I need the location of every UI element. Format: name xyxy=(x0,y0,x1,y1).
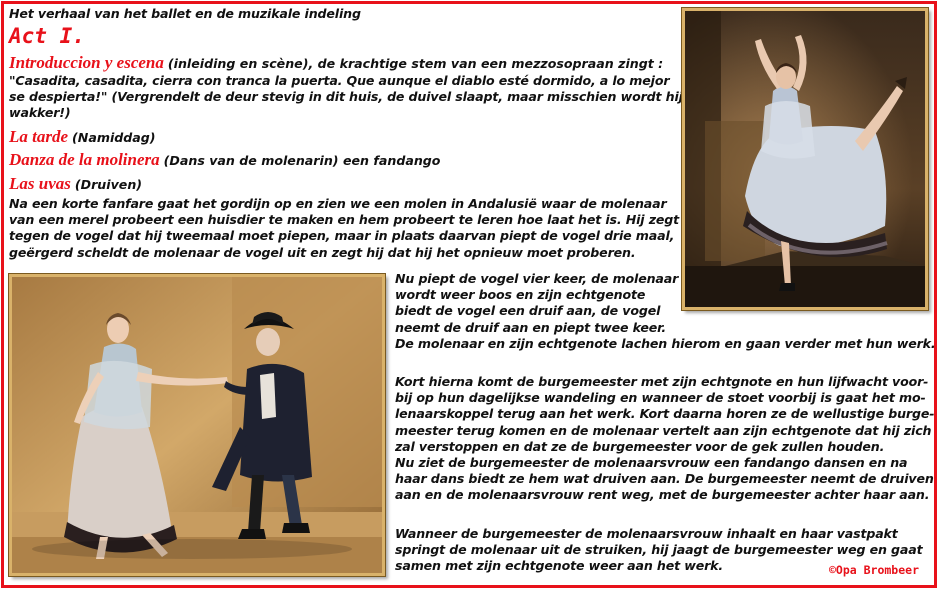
act-title: Act I. xyxy=(9,24,85,48)
section-subtitle: (Druiven) xyxy=(74,177,143,192)
text-line: aan en de molenaarsvrouw rent weg, met de burgemeester achter haar aan. xyxy=(395,487,930,503)
text-line: samen met zijn echtgenote weer aan het werk. xyxy=(395,558,724,574)
photo-couple-dance xyxy=(9,274,385,576)
section-title: Introduccion y escena xyxy=(9,53,164,72)
text-line: De molenaar en zijn echtgenote lachen hierom en gaan verder met hun werk. xyxy=(395,335,936,351)
quote-line: wakker!) xyxy=(9,105,71,121)
intro-line: van een merel probeert een huisdier te maken en hem probeert te leren hoe laat het is. Hij zegt xyxy=(9,212,680,228)
text-line: biedt de vogel een druif aan, de vogel xyxy=(395,303,661,319)
text-line: bij op hun dagelijkse wandeling en wanneer de stoet voorbij is gaat het mo- xyxy=(395,390,926,406)
section-introduccion xyxy=(9,53,663,73)
photo-dancer-solo xyxy=(682,8,928,310)
section-danza xyxy=(9,150,440,170)
intro-line: Na een korte fanfare gaat het gordijn op en zien we een molen in Andalusië waar de molenaar xyxy=(9,196,667,211)
paragraph-burgemeester xyxy=(395,374,934,504)
copyright-credit: ©Opa Brombeer xyxy=(829,563,920,577)
text-line: Nu ziet de burgemeester de molenaarsvrouw een fandango dansen en na xyxy=(395,455,908,471)
section-las-uvas xyxy=(9,174,142,194)
section-subtitle: (Namiddag) xyxy=(72,130,156,145)
dancer-solo-image xyxy=(685,11,925,307)
intro-line: geërgerd scheldt de molenaar de vogel uit en zegt hij dat hij het opnieuw moet proberen. xyxy=(9,244,636,260)
text-line: haar dans biedt ze hem wat druiven aan. De burgemeester neemt de druiven xyxy=(395,471,934,487)
text-line: Kort hierna komt de burgemeester met zijn echtgnote en hun lijfwacht voor- xyxy=(395,374,929,389)
section-subtitle: (inleiding en scène), de krachtige stem van een mezzosopraan zingt : xyxy=(167,56,664,71)
section-subtitle: (Dans van de molenarin) een fandango xyxy=(163,153,441,168)
text-line: lenaarskoppel terug aan het werk. Kort daarna horen ze de wellustige burge- xyxy=(395,406,935,422)
page-header: Het verhaal van het ballet en de muzikale indeling xyxy=(9,6,361,21)
text-line: Wanneer de burgemeester de molenaarsvrouw inhaalt en haar vastpakt xyxy=(395,526,898,541)
quote-line: "Casadita, casadita, cierra con tranca la puerta. Que aunque el diablo esté dormido, a lo mejor xyxy=(9,73,670,88)
section-title: La tarde xyxy=(9,127,69,146)
text-line: neemt de druif aan en piept twee keer. xyxy=(395,319,667,335)
text-line: wordt weer boos en zijn echtgenote xyxy=(395,287,646,303)
quote-line: se despierta!" (Vergrendelt de deur stevig in dit huis, de duivel slaapt, maar misschien wordt hij xyxy=(9,89,683,105)
section-title: Las uvas xyxy=(9,174,71,193)
couple-dance-image xyxy=(12,277,382,573)
text-line: Nu piept de vogel vier keer, de molenaar xyxy=(395,271,679,286)
text-line: meester terug komen en de molenaar vertelt aan zijn echtgenote dat hij zich xyxy=(395,422,932,438)
intro-paragraph xyxy=(9,196,679,261)
text-line: springt de molenaar uit de struiken, hij jaagt de burgemeester weg en gaat xyxy=(395,542,923,558)
text-line: zal verstoppen en dat ze de burgemeester voor de gek zullen houden. xyxy=(395,438,885,454)
intro-line: tegen de vogel dat hij tweemaal moet piepen, maar in plaats daarvan piept de vogel drie maal, xyxy=(9,228,675,244)
section-la-tarde xyxy=(9,127,156,147)
quote-block xyxy=(9,73,683,122)
section-title: Danza de la molinera xyxy=(9,150,160,169)
